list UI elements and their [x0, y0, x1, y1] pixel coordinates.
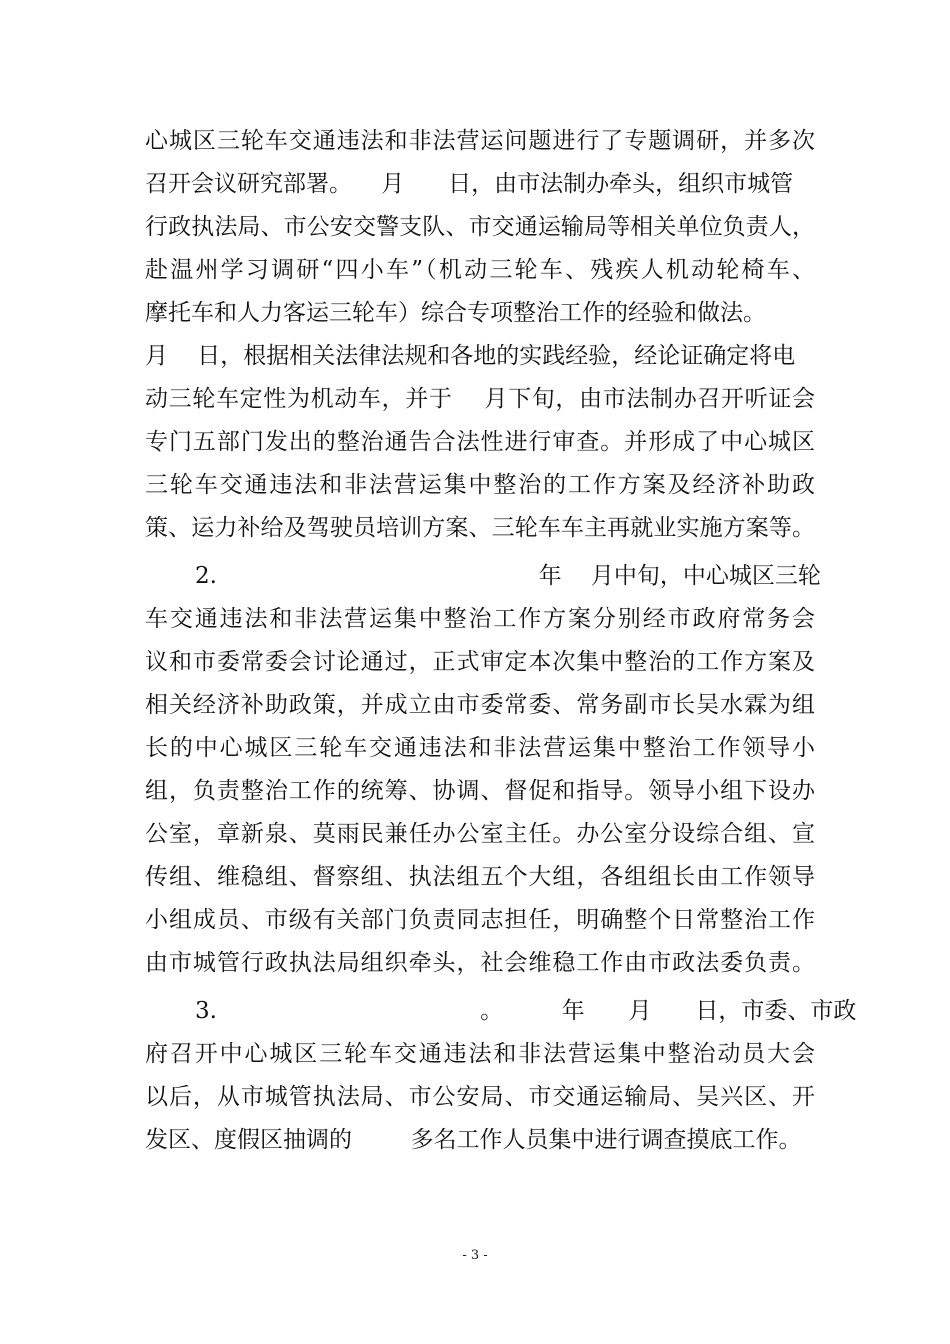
- text-line: 公室，章新泉、莫雨民兼任办公室主任。办公室分设综合组、宣: [145, 821, 815, 847]
- text-line: 长的中心城区三轮车交通违法和非法营运集中整治工作领导小: [145, 735, 815, 761]
- text-line: 三轮车交通违法和非法营运集中整治的工作方案及经济补助政: [145, 472, 815, 498]
- text-line: 月 日，根据相关法律法规和各地的实践经验，经论证确定将电: [145, 343, 796, 369]
- section-heading-line: 3. 。 年 月 日，市委、市政: [195, 998, 857, 1024]
- text-line: 府召开中心城区三轮车交通违法和非法营运集中整治动员大会: [145, 1041, 815, 1067]
- text-line: 动三轮车定性为机动车，并于 月下旬，由市法制办召开听证会: [145, 386, 815, 412]
- text-line: 由市城管行政执法局组织牵头，社会维稳工作由市政法委负责。: [145, 950, 815, 976]
- text-line: 组，负责整治工作的统筹、协调、督促和指导。领导小组下设办: [145, 778, 815, 804]
- section-heading-line: 2. 年 月中旬，中心城区三轮: [195, 563, 821, 589]
- page-number: - 3 -: [462, 1248, 488, 1263]
- text-line: 赴温州学习调研“四小车”（机动三轮车、残疾人机动轮椅车、: [145, 257, 815, 283]
- text-line: 传组、维稳组、督察组、执法组五个大组，各组组长由工作领导: [145, 864, 815, 890]
- text-line: 小组成员、市级有关部门负责同志担任，明确整个日常整治工作: [145, 907, 815, 933]
- text-line: 策、运力补给及驾驶员培训方案、三轮车车主再就业实施方案等。: [145, 515, 815, 541]
- text-line: 以后，从市城管执法局、市公安局、市交通运输局、吴兴区、开: [145, 1084, 815, 1110]
- text-line: 摩托车和人力客运三轮车）综合专项整治工作的经验和做法。: [145, 300, 766, 326]
- text-line: 行政执法局、市公安交警支队、市交通运输局等相关单位负责人，: [145, 214, 815, 240]
- text-line: 相关经济补助政策，并成立由市委常委、常务副市长吴水霖为组: [145, 692, 815, 718]
- text-line: 车交通违法和非法营运集中整治工作方案分别经市政府常务会: [145, 606, 815, 632]
- text-line: 专门五部门发出的整治通告合法性进行审查。并形成了中心城区: [145, 429, 815, 455]
- text-line: 召开会议研究部署。 月 日，由市法制办牵头，组织市城管: [145, 171, 794, 197]
- text-line: 发区、度假区抽调的 多名工作人员集中进行调查摸底工作。: [145, 1127, 802, 1153]
- text-line: 心城区三轮车交通违法和非法营运问题进行了专题调研，并多次: [145, 128, 815, 154]
- text-line: 议和市委常委会讨论通过，正式审定本次集中整治的工作方案及: [145, 649, 815, 675]
